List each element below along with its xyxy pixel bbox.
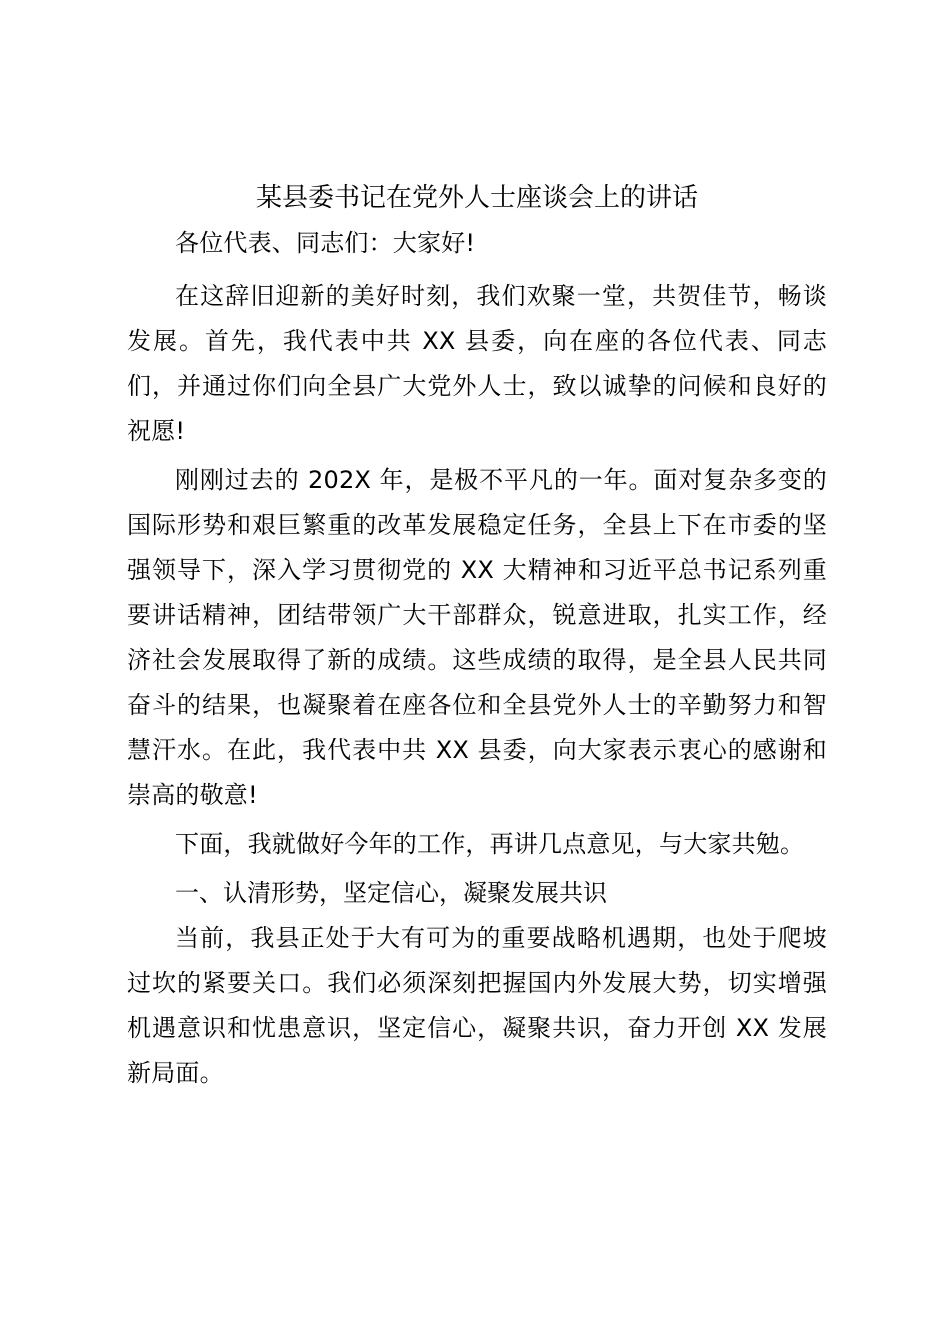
- document-title: 某县委书记在党外人士座谈会上的讲话: [255, 183, 698, 213]
- document-body: [127, 176, 827, 1096]
- greeting: 各位代表、同志们：大家好!: [175, 229, 476, 257]
- section-heading: 一、认清形势，坚定信心，凝聚发展共识: [175, 879, 607, 907]
- paragraph-review: 刚刚过去的 202X 年，是极不平凡的一年。面对复杂多变的国际形势和艰巨繁重的改革发展稳定任务，全县上下在市委的坚强领导下，深入学习贯彻党的 XX 大精神和习近平总书记系列重要讲话精神，团结带领广大干部群众，锐意进取，扎实工作，经济社会发展取得了新的成绩。这些成绩的取得，是全县人民共同奋斗的结果，也凝聚着在座各位和全县党外人士的辛勤努力和智慧汗水。在此，我代表中共 XX 县委，向大家表示衷心的感谢和崇高的敬意!: [127, 466, 827, 809]
- paragraph-transition: 下面，我就做好今年的工作，再讲几点意见，与大家共勉。: [175, 830, 805, 858]
- section-paragraph: 当前，我县正处于大有可为的重要战略机遇期，也处于爬坡过坎的紧要关口。我们必须深刻把握国内外发展大势，切实增强机遇意识和忧患意识，坚定信心，凝聚共识，奋力开创 XX 发展新局面。: [127, 924, 827, 1087]
- paragraph-opening: 在这辞旧迎新的美好时刻，我们欢聚一堂，共贺佳节，畅谈发展。首先，我代表中共 XX 县委，向在座的各位代表、同志们，并通过你们向全县广大党外人士，致以诚挚的问候和良好的祝愿!: [127, 282, 827, 445]
